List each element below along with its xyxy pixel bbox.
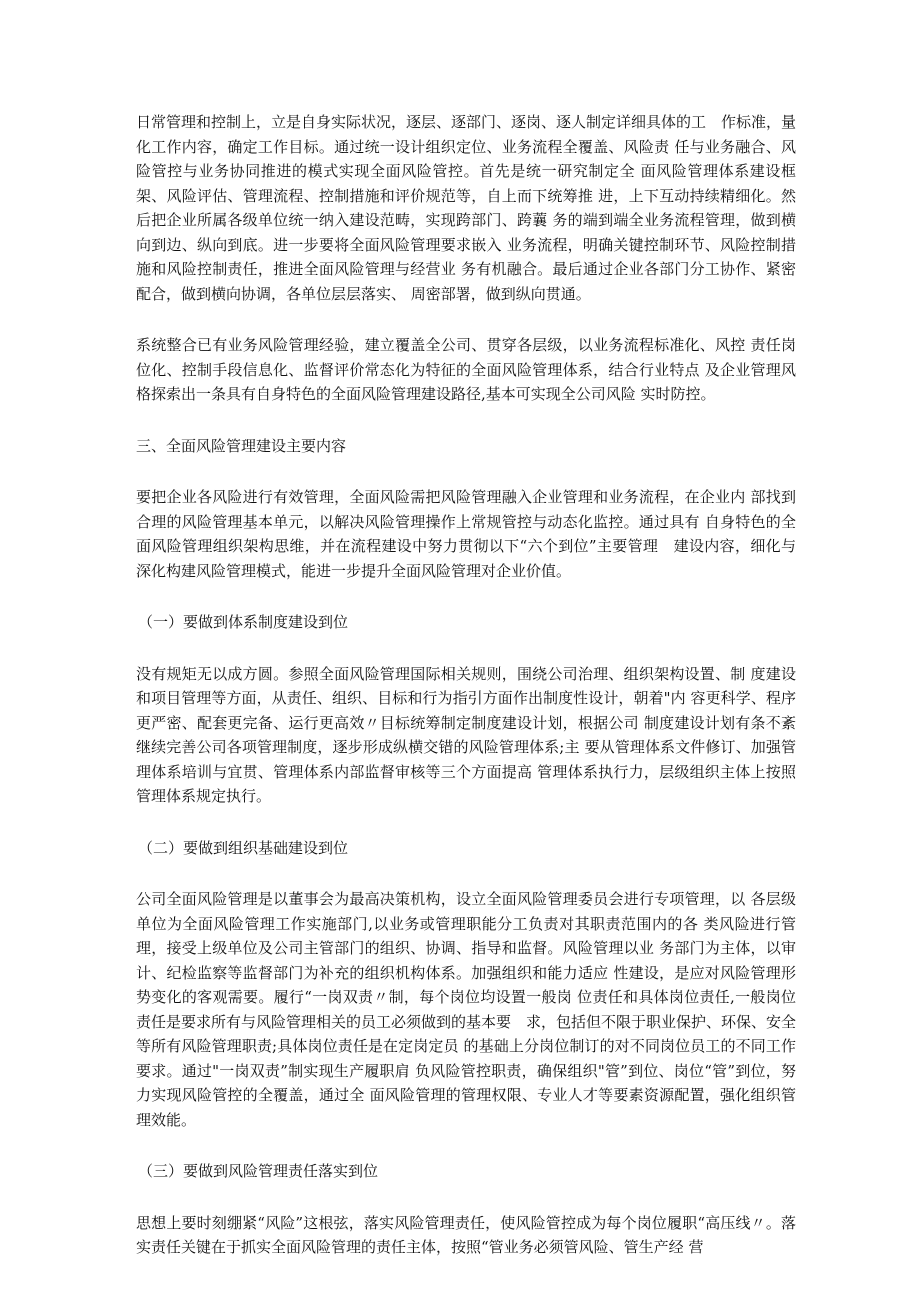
paragraph-responsibility: 思想上要时刻绷紧“风险”这根弦，落实风险管理责任，使风险管控成为每个岗位履职“高压线〃。落实责任关键在于抓实全面风险管理的责任主体，按照“管业务必须管风险、管生产经 营	[136, 1213, 796, 1256]
paragraph-implementation-model: 日常管理和控制上，立是自身实际状况，逐层、逐部门、逐岗、逐人制定详细具体的工 作标准，量化工作内容，确定工作目标。通过统一设计组织定位、业务流程全覆盖、风险责 任与业务融合、风险管控与业务协同推进的模式实现全面风险管控。首先是统一研究制定全 面风险管理体系建设框架、风险评估、管理流程、控制措施和评价规范等，自上而下统筹推 进，上下互动持续精细化。然后把企业所属各级单位统一纳入建设范畴，实现跨部门、跨蘘 务的端到端全业务流程管理，做到横向到边、纵向到底。进一步要将全面风险管理要求嵌入 业务流程，明确关键控制环节、风险控制措施和风险控制责任，推进全面风险管理与经营业 务有机融合。最后通过企业各部门分工协作、紧密配合，做到横向协调，各单位层层落实、 周密部署，做到纵向贯通。	[136, 113, 797, 303]
paragraph-six-in-place: 要把企业各风险进行有效管理，全面风险需把风险管理融入企业管理和业务流程，在企业内 部找到合理的风险管理基本单元，以解决风险管理操作上常规管控与动态化监控。通过具有 自身特色的全面风险管理组织架构思维，并在流程建设中努力贯彻以下“六个到位”主要管理 建设内容，细化与深化构建风险管理模式，能进一步提升全面风险管理对企业价值。	[136, 488, 796, 580]
paragraph-system-building: 没有规矩无以成方圆。参照全面风险管理国际相关规则，围绕公司治理、组织架构设置、制 度建设和项目管理等方面，从责任、组织、目标和行为指引方面作出制度性设计，朝着"内 容更科学、程序更严密、配套更完备、运行更高效〃目标统筹制定制度建设计划，根据公司 制度建设计划有条不紊继续完善公司各项管理制度，逐步形成纵横交错的风险管理体系;主 要从管理体系文件修订、加强管理体系培训与宜贯、管理体系内部监督审核等三个方面提高 管理体系执行力，层级组织主体上按照管理体系规定执行。	[136, 664, 796, 805]
document-page	[136, 110, 796, 1287]
subheading-organization-building: （二）要做到组织基础建设到位	[138, 838, 349, 857]
section-heading-main-content: 三、全面风险管理建设主要内容	[136, 436, 347, 455]
subheading-system-building: （一）要做到体系制度建设到位	[138, 613, 349, 631]
paragraph-system-integration: 系统整合已有业务风险管理经验，建立覆盖全公司、贯穿各层级，以业务流程标准化、风控 责任岗位化、控制手段信息化、监督评价常态化为特征的全面风险管理体系，结合行业特点 及企业管理风格探索出一条具有自身特色的全面风险管理建设路径,基本可实现全公司风险 实时防控。	[136, 336, 796, 403]
paragraph-organization-building: 公司全面风险管理是以董事会为最高决策机构，设立全面风险管理委员会进行专项管理，以 各层级单位为全面风险管理工作实施部门,以业务或管理职能分工负责对其职责范围内的各 类风险进行管理，接受上级单位及公司主管部门的组织、协调、指导和监督。风险管理以业 务部门为主体，以审计、纪检监察等监督部门为补充的组织机构体系。加强组织和能力适应 性建设，是应对风险管理形势变化的客观需要。履行“一岗双责〃制，每个岗位均设置一般岗 位责任和具体岗位责任,一般岗位责任是要求所有与风险管理相关的员工必须做到的基本要 求，包括但不限于职业保护、环保、安全等所有风险管理职责;具体岗位责任是在定岗定员 的基础上分岗位制订的对不同岗位员工的不同工作要求。通过"一岗双责”制实现生产履职肩 负风险管控职责，确保组织"管”到位、岗位“管”到位，努力实现风险管控的全覆盖，通过全 面风险管理的管理权限、专业人才等要素资源配置，强化组织管理效能。	[136, 890, 797, 1129]
subheading-responsibility: （三）要做到风险管理责任落实到位	[138, 1162, 379, 1180]
